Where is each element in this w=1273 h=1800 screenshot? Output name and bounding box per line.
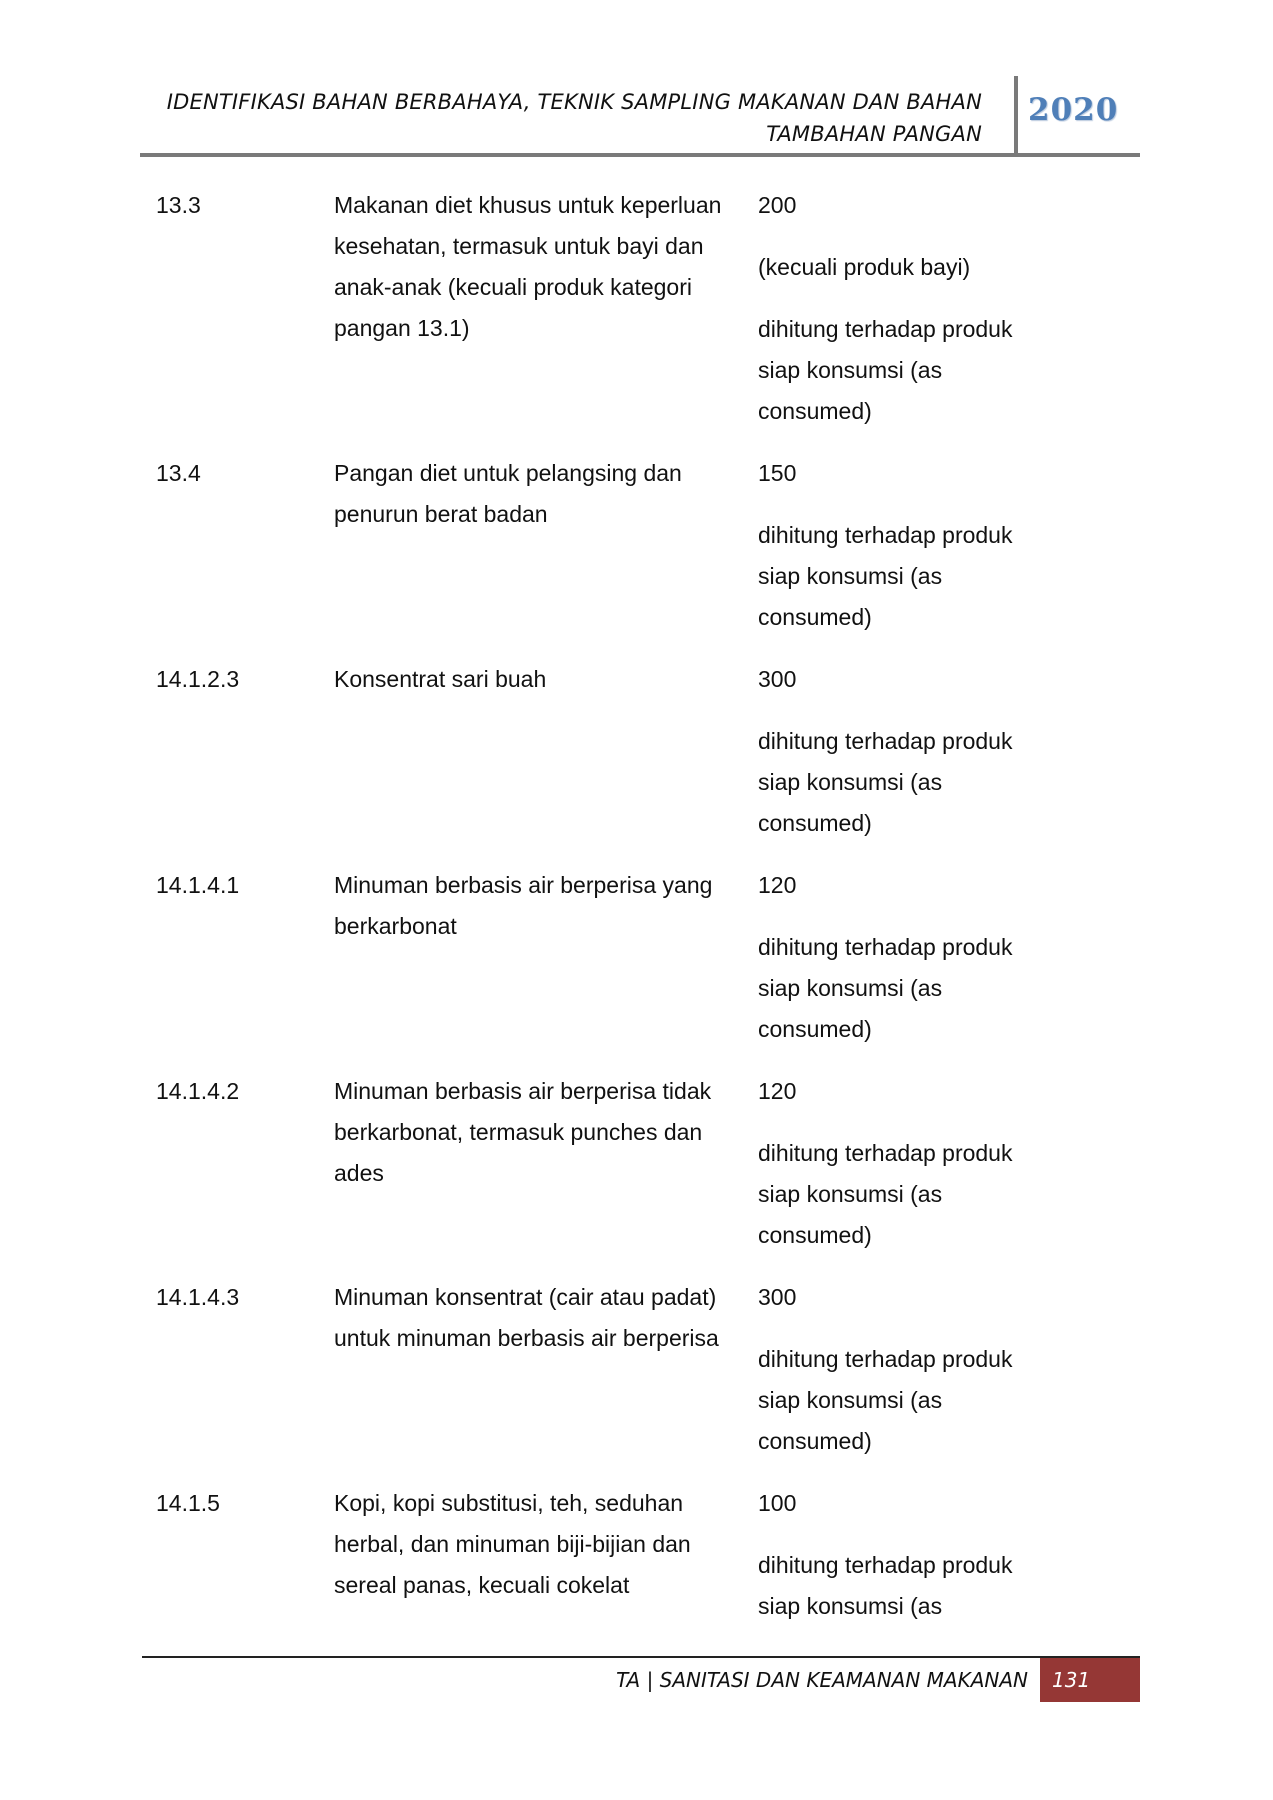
limit-basis-line: dihitung terhadap produk	[758, 1552, 1013, 1578]
limit-basis-line: consumed)	[758, 810, 872, 836]
description-line: ades	[334, 1160, 384, 1186]
limit-basis-line: siap konsumsi (as	[758, 1181, 943, 1207]
table-row	[156, 1483, 1056, 1627]
limit-basis-line: dihitung terhadap produk	[758, 522, 1013, 548]
category-code: 14.1.4.2	[156, 1078, 240, 1104]
footer-divider	[142, 1656, 1140, 1658]
page-header	[140, 76, 1140, 158]
limit-value: 120	[758, 1078, 797, 1104]
description-line: Kopi, kopi substitusi, teh, seduhan	[334, 1490, 684, 1516]
header-title-line2: TAMBAHAN PANGAN	[766, 122, 982, 146]
limit-basis-line: consumed)	[758, 1222, 872, 1248]
category-code: 13.4	[156, 460, 201, 486]
row-spacer	[156, 844, 1056, 865]
max-limit	[758, 659, 1056, 844]
category-code: 14.1.4.3	[156, 1284, 240, 1310]
description-line: Minuman konsentrat (cair atau padat)	[334, 1284, 717, 1310]
limit-value: 200	[758, 192, 797, 218]
category-code: 13.3	[156, 192, 201, 218]
food-category-table	[156, 185, 1056, 1627]
limit-basis-line: siap konsumsi (as	[758, 1387, 943, 1413]
description-line: Minuman berbasis air berperisa tidak	[334, 1078, 712, 1104]
description-line: sereal panas, kecuali cokelat	[334, 1572, 630, 1598]
description-line: Minuman berbasis air berperisa yang	[334, 872, 713, 898]
description-line: herbal, dan minuman biji-bijian dan	[334, 1531, 691, 1557]
row-spacer	[156, 432, 1056, 453]
header-title-line1: IDENTIFIKASI BAHAN BERBAHAYA, TEKNIK SAMPLING MAKANAN DAN BAHAN	[166, 90, 982, 114]
max-limit	[758, 1071, 1056, 1256]
row-spacer	[156, 638, 1056, 659]
limit-basis-line: consumed)	[758, 1016, 872, 1042]
table-row	[156, 1071, 1056, 1256]
description-line: untuk minuman berbasis air berperisa	[334, 1325, 719, 1351]
description-line: penurun berat badan	[334, 501, 548, 527]
limit-value: 120	[758, 872, 797, 898]
max-limit	[758, 1277, 1056, 1462]
max-limit	[758, 185, 1056, 432]
limit-basis-line: siap konsumsi (as	[758, 1593, 943, 1619]
limit-basis-line: dihitung terhadap produk	[758, 1140, 1013, 1166]
header-year: 2020	[1028, 92, 1119, 128]
description-line: Konsentrat sari buah	[334, 666, 547, 692]
max-limit	[758, 1483, 1056, 1627]
description-line: anak-anak (kecuali produk kategori	[334, 274, 692, 300]
footer-text: TA | SANITASI DAN KEAMANAN MAKANAN	[616, 1668, 1028, 1692]
table-row	[156, 185, 1056, 432]
row-spacer	[156, 1462, 1056, 1483]
limit-basis-line: consumed)	[758, 398, 872, 424]
limit-basis-line: siap konsumsi (as	[758, 357, 943, 383]
max-limit	[758, 453, 1056, 638]
category-description	[334, 1277, 758, 1462]
category-description	[334, 185, 758, 432]
limit-basis-line: siap konsumsi (as	[758, 975, 943, 1001]
category-code: 14.1.4.1	[156, 872, 240, 898]
limit-basis-line: dihitung terhadap produk	[758, 728, 1013, 754]
description-line: Makanan diet khusus untuk keperluan	[334, 192, 722, 218]
limit-basis-line: siap konsumsi (as	[758, 563, 943, 589]
limit-value: 300	[758, 666, 797, 692]
category-description	[334, 1071, 758, 1256]
limit-value: 300	[758, 1284, 797, 1310]
limit-basis-line: dihitung terhadap produk	[758, 1346, 1013, 1372]
category-description	[334, 453, 758, 638]
header-divider	[140, 153, 1140, 157]
limit-value: 100	[758, 1490, 797, 1516]
limit-value: 150	[758, 460, 797, 486]
limit-basis-line: siap konsumsi (as	[758, 769, 943, 795]
header-title	[167, 86, 982, 150]
table-row	[156, 865, 1056, 1050]
description-line: pangan 13.1)	[334, 315, 470, 341]
limit-basis-line: consumed)	[758, 1428, 872, 1454]
description-line: Pangan diet untuk pelangsing dan	[334, 460, 682, 486]
limit-basis-line: dihitung terhadap produk	[758, 316, 1013, 342]
limit-note: (kecuali produk bayi)	[758, 254, 971, 280]
category-description	[334, 659, 758, 844]
row-spacer	[156, 1256, 1056, 1277]
description-line: berkarbonat, termasuk punches dan	[334, 1119, 703, 1145]
table-row	[156, 453, 1056, 638]
category-description	[334, 1483, 758, 1627]
table-row	[156, 659, 1056, 844]
description-line: berkarbonat	[334, 913, 457, 939]
table-row	[156, 1277, 1056, 1462]
page-footer	[142, 1656, 1140, 1706]
category-description	[334, 865, 758, 1050]
category-code: 14.1.2.3	[156, 666, 240, 692]
description-line: kesehatan, termasuk untuk bayi dan	[334, 233, 704, 259]
header-vertical-divider	[1014, 76, 1018, 156]
page-number: 131	[1040, 1658, 1140, 1702]
category-code: 14.1.5	[156, 1490, 220, 1516]
row-spacer	[156, 1050, 1056, 1071]
limit-basis-line: dihitung terhadap produk	[758, 934, 1013, 960]
limit-basis-line: consumed)	[758, 604, 872, 630]
max-limit	[758, 865, 1056, 1050]
